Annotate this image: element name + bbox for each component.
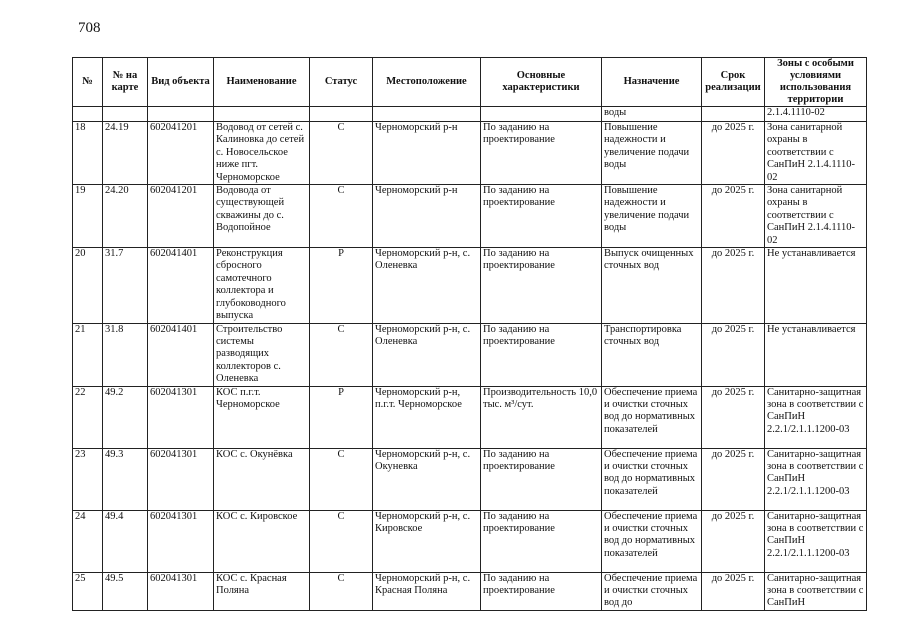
- table-row: [73, 386, 867, 448]
- table-row: [73, 122, 867, 185]
- cell-name: Реконструкция сбросного самотечного коллектора и глубоководного выпуска: [214, 248, 310, 323]
- cell-status: Р: [310, 248, 373, 323]
- cell-location: Черноморский р-н, с. Оленевка: [373, 248, 481, 323]
- cell-map-num: 49.5: [103, 572, 148, 610]
- header-location: Местоположение: [373, 58, 481, 107]
- header-row: [73, 58, 867, 107]
- header-status: Статус: [310, 58, 373, 107]
- cell-zones: Санитарно-защитная зона в соответствии с СанПиН: [765, 572, 867, 610]
- cell-location: Черноморский р-н, с. Кировское: [373, 510, 481, 572]
- header-map-num: № на карте: [103, 58, 148, 107]
- cell-zones: Не устанавливается: [765, 248, 867, 323]
- cell-deadline: до 2025 г.: [702, 510, 765, 572]
- cell-deadline: до 2025 г.: [702, 185, 765, 248]
- cell-purpose: Обеспечение приема и очистки сточных вод до нормативных показателей: [602, 448, 702, 510]
- continuation-row: [73, 107, 867, 122]
- cell-name: КОС с. Красная Поляна: [214, 572, 310, 610]
- cell-location: Черноморский р-н: [373, 185, 481, 248]
- cell-num: 21: [73, 323, 103, 386]
- cell-num: 22: [73, 386, 103, 448]
- table-row: [73, 323, 867, 386]
- cell-deadline: до 2025 г.: [702, 248, 765, 323]
- cell: [481, 107, 602, 122]
- cell-map-num: 31.7: [103, 248, 148, 323]
- table-row: [73, 510, 867, 572]
- cell: 2.1.4.1110-02: [765, 107, 867, 122]
- cell-zones: Санитарно-защитная зона в соответствии с СанПиН 2.2.1/2.1.1.1200-03: [765, 510, 867, 572]
- header-purpose: Назначение: [602, 58, 702, 107]
- cell-purpose: Повышение надежности и увеличение подачи воды: [602, 122, 702, 185]
- cell-object-type: 602041301: [148, 572, 214, 610]
- cell-purpose: Транспортировка сточных вод: [602, 323, 702, 386]
- cell-num: 23: [73, 448, 103, 510]
- cell-map-num: 49.2: [103, 386, 148, 448]
- cell-object-type: 602041301: [148, 510, 214, 572]
- cell-location: Черноморский р-н, с. Оленевка: [373, 323, 481, 386]
- cell-characteristics: Производительность 10,0 тыс. м³/сут.: [481, 386, 602, 448]
- cell-deadline: до 2025 г.: [702, 448, 765, 510]
- cell: [310, 107, 373, 122]
- cell-status: С: [310, 323, 373, 386]
- cell-status: С: [310, 185, 373, 248]
- cell-status: С: [310, 572, 373, 610]
- table-row: [73, 248, 867, 323]
- cell: [214, 107, 310, 122]
- objects-table: [72, 57, 867, 611]
- cell-map-num: 24.20: [103, 185, 148, 248]
- cell-object-type: 602041401: [148, 323, 214, 386]
- cell: [73, 107, 103, 122]
- page-number: 708: [78, 20, 101, 36]
- cell-deadline: до 2025 г.: [702, 572, 765, 610]
- cell-characteristics: По заданию на проектирование: [481, 248, 602, 323]
- cell: [373, 107, 481, 122]
- cell-num: 20: [73, 248, 103, 323]
- cell-name: Строительство системы разводящих коллекторов с. Оленевка: [214, 323, 310, 386]
- header-zones: Зоны с особыми условиями использования территории: [765, 58, 867, 107]
- table-row: [73, 448, 867, 510]
- cell-characteristics: По заданию на проектирование: [481, 122, 602, 185]
- cell-name: КОС с. Кировское: [214, 510, 310, 572]
- cell-deadline: до 2025 г.: [702, 323, 765, 386]
- cell-status: С: [310, 122, 373, 185]
- cell-deadline: до 2025 г.: [702, 386, 765, 448]
- cell-object-type: 602041201: [148, 185, 214, 248]
- cell-location: Черноморский р-н, с. Красная Поляна: [373, 572, 481, 610]
- cell-zones: Не устанавливается: [765, 323, 867, 386]
- cell-location: Черноморский р-н, с. Окуневка: [373, 448, 481, 510]
- cell-name: Водовода от существующей скважины до с. Водопойное: [214, 185, 310, 248]
- cell-zones: Зона санитарной охраны в соответствии с СанПиН 2.1.4.1110-02: [765, 122, 867, 185]
- cell-purpose: Выпуск очищенных сточных вод: [602, 248, 702, 323]
- cell: [148, 107, 214, 122]
- header-deadline: Срок реализации: [702, 58, 765, 107]
- header-characteristics: Основные характеристики: [481, 58, 602, 107]
- header-num: №: [73, 58, 103, 107]
- cell-status: Р: [310, 386, 373, 448]
- cell-zones: Санитарно-защитная зона в соответствии с СанПиН 2.2.1/2.1.1.1200-03: [765, 386, 867, 448]
- cell-map-num: 31.8: [103, 323, 148, 386]
- cell: [702, 107, 765, 122]
- cell-purpose: Повышение надежности и увеличение подачи воды: [602, 185, 702, 248]
- cell-deadline: до 2025 г.: [702, 122, 765, 185]
- cell-purpose: Обеспечение приема и очистки сточных вод до нормативных показателей: [602, 510, 702, 572]
- cell-status: С: [310, 510, 373, 572]
- cell-purpose: Обеспечение приема и очистки сточных вод до нормативных показателей: [602, 386, 702, 448]
- cell-num: 19: [73, 185, 103, 248]
- cell: воды: [602, 107, 702, 122]
- cell-characteristics: По заданию на проектирование: [481, 448, 602, 510]
- cell-characteristics: По заданию на проектирование: [481, 185, 602, 248]
- cell-map-num: 49.4: [103, 510, 148, 572]
- cell-characteristics: По заданию на проектирование: [481, 510, 602, 572]
- cell-characteristics: По заданию на проектирование: [481, 572, 602, 610]
- cell-location: Черноморский р-н: [373, 122, 481, 185]
- cell-status: С: [310, 448, 373, 510]
- cell-purpose: Обеспечение приема и очистки сточных вод до: [602, 572, 702, 610]
- header-object-type: Вид объекта: [148, 58, 214, 107]
- cell-num: 24: [73, 510, 103, 572]
- cell: [103, 107, 148, 122]
- cell-object-type: 602041401: [148, 248, 214, 323]
- cell-name: КОС п.г.т. Черноморское: [214, 386, 310, 448]
- cell-map-num: 24.19: [103, 122, 148, 185]
- cell-location: Черноморский р-н, п.г.т. Черноморское: [373, 386, 481, 448]
- cell-object-type: 602041301: [148, 448, 214, 510]
- cell-name: КОС с. Окунёвка: [214, 448, 310, 510]
- header-name: Наименование: [214, 58, 310, 107]
- table-row: [73, 185, 867, 248]
- cell-zones: Санитарно-защитная зона в соответствии с СанПиН 2.2.1/2.1.1.1200-03: [765, 448, 867, 510]
- cell-object-type: 602041201: [148, 122, 214, 185]
- cell-object-type: 602041301: [148, 386, 214, 448]
- table-row: [73, 572, 867, 610]
- cell-name: Водовод от сетей с. Калиновка до сетей с. Новосельское ниже пгт. Черноморское: [214, 122, 310, 185]
- cell-characteristics: По заданию на проектирование: [481, 323, 602, 386]
- cell-num: 25: [73, 572, 103, 610]
- cell-map-num: 49.3: [103, 448, 148, 510]
- cell-num: 18: [73, 122, 103, 185]
- cell-zones: Зона санитарной охраны в соответствии с СанПиН 2.1.4.1110-02: [765, 185, 867, 248]
